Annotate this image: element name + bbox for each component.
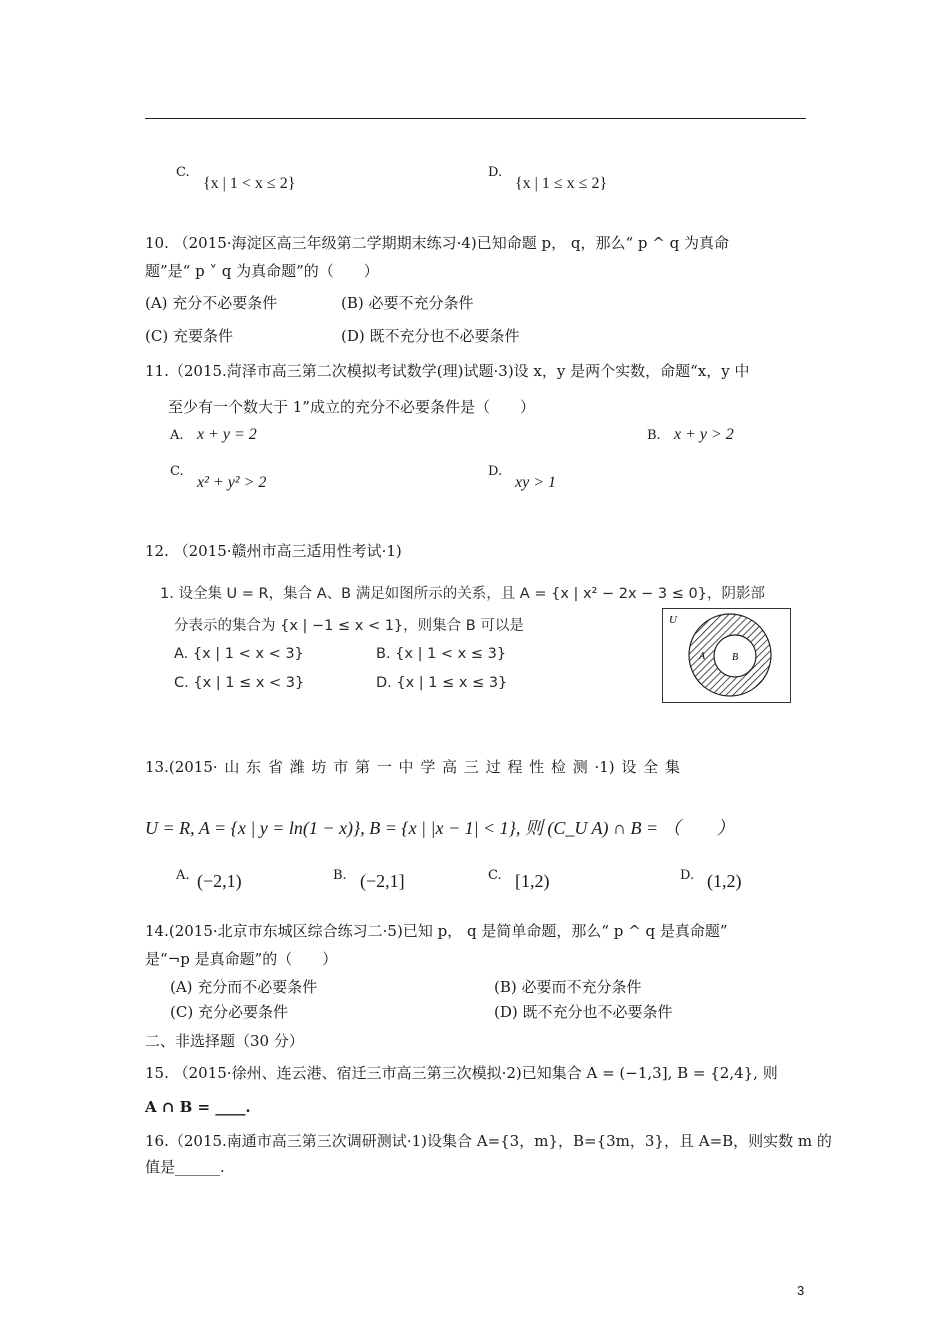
q11-option-c-label: C.: [170, 464, 184, 479]
q12-scan-line1: 1. 设全集 U = R，集合 A、B 满足如图所示的关系，且 A = {x | x² − 2x − 3 ≤ 0}，阴影部: [160, 586, 765, 602]
q11-stem-line2: 至少有一个数大于 1”成立的充分不必要条件是（ ）: [168, 398, 535, 416]
q10-stem-line1: 10. （2015·海淀区高三年级第二学期期末练习·4)已知命题 p， q，那么“ p ^ q 为真命: [145, 234, 729, 252]
q10-stem-line2: 题”是“ p ˅ q 为真命题”的（ ）: [145, 262, 379, 280]
q10-option-b: (B) 必要不充分条件: [341, 294, 474, 312]
q12-scan-option-b: B. {x | 1 < x ≤ 3}: [376, 646, 507, 662]
q14-option-d: (D) 既不充分也不必要条件: [494, 1003, 673, 1021]
q13-option-b-label: B.: [333, 868, 347, 883]
page-number: 3: [797, 1283, 805, 1298]
q11-option-b-expr: x + y > 2: [674, 426, 734, 443]
q14-stem-line1: 14.(2015·北京市东城区综合练习二·5)已知 p， q 是简单命题，那么“ p ^ q 是真命题”: [145, 922, 728, 940]
q14-option-c: (C) 充分必要条件: [170, 1003, 288, 1021]
q12-scan-option-a: A. {x | 1 < x < 3}: [174, 646, 304, 662]
q13-option-c-expr: [1,2): [515, 871, 550, 891]
q11-option-b-label: B.: [647, 428, 661, 443]
venn-diagram-svg: [663, 609, 790, 702]
q13-option-d-expr: (1,2): [707, 871, 742, 891]
header-rule: [145, 118, 806, 119]
q13-option-c-label: C.: [488, 868, 502, 883]
q11-option-c-expr: x² + y² > 2: [197, 474, 267, 491]
q12-scanned-image: [150, 572, 800, 722]
q16-stem-line1: 16.（2015.南通市高三第三次调研测试·1)设集合 A={3，m}，B={3m，3}，且 A=B，则实数 m 的: [145, 1132, 832, 1150]
q15-stem-line1: 15. （2015·徐州、连云港、宿迁三市高三第三次模拟·2)已知集合 A = (−1,3], B = {2,4}, 则: [145, 1064, 778, 1082]
q10-option-c: (C) 充要条件: [145, 327, 233, 345]
q16-stem-line2: 值是______.: [145, 1158, 225, 1176]
venn-label-u: U: [669, 614, 677, 626]
q11-stem-line1: 11.（2015.菏泽市高三第二次模拟考试数学(理)试题·3)设 x，y 是两个实数，命题“x，y 中: [145, 362, 750, 380]
q11-option-a-label: A.: [170, 428, 184, 443]
q13-option-a-label: A.: [176, 868, 190, 883]
q9-option-d-label: D.: [488, 165, 503, 180]
q9-option-d-expr: {x | 1 ≤ x ≤ 2}: [515, 175, 608, 192]
q15-stem-line2: A ∩ B = ____.: [145, 1098, 251, 1116]
q14-option-a: (A) 充分而不必要条件: [170, 978, 318, 996]
q13-option-b-expr: (−2,1]: [360, 871, 405, 891]
section-heading-non-choice: 二、非选择题（30 分）: [145, 1032, 304, 1050]
q10-option-d: (D) 既不充分也不必要条件: [341, 327, 520, 345]
q14-option-b: (B) 必要而不充分条件: [494, 978, 642, 996]
venn-label-a: A: [699, 651, 706, 662]
q11-option-d-label: D.: [488, 464, 503, 479]
q10-option-a: (A) 充分不必要条件: [145, 294, 278, 312]
q9-option-c-expr: {x | 1 < x ≤ 2}: [203, 175, 296, 192]
q14-stem-line2: 是“¬p 是真命题”的（ ）: [145, 950, 338, 968]
q13-option-d-label: D.: [680, 868, 695, 883]
q13-option-a-expr: (−2,1): [197, 871, 242, 891]
q12-scan-option-c: C. {x | 1 ≤ x < 3}: [174, 675, 305, 691]
q11-option-d-expr: xy > 1: [515, 474, 556, 491]
q12-scan-line2: 分表示的集合为 {x | −1 ≤ x < 1}，则集合 B 可以是: [174, 618, 524, 634]
venn-label-b: B: [732, 652, 739, 663]
q11-option-a-expr: x + y = 2: [197, 426, 257, 443]
venn-diagram: [662, 608, 791, 703]
q13-stem-line2: U = R, A = {x | y = ln(1 − x)}, B = {x | |x − 1| < 1}, 则 (C_U A) ∩ B = （ ）: [145, 818, 735, 838]
q12-scan-option-d: D. {x | 1 ≤ x ≤ 3}: [376, 675, 508, 691]
q9-option-c-label: C.: [176, 165, 190, 180]
q13-stem-line1: 13.(2015· 山 东 省 潍 坊 市 第 一 中 学 高 三 过 程 性 检 测 ·1) 设 全 集: [145, 758, 680, 776]
q12-title: 12. （2015·赣州市高三适用性考试·1): [145, 542, 402, 560]
